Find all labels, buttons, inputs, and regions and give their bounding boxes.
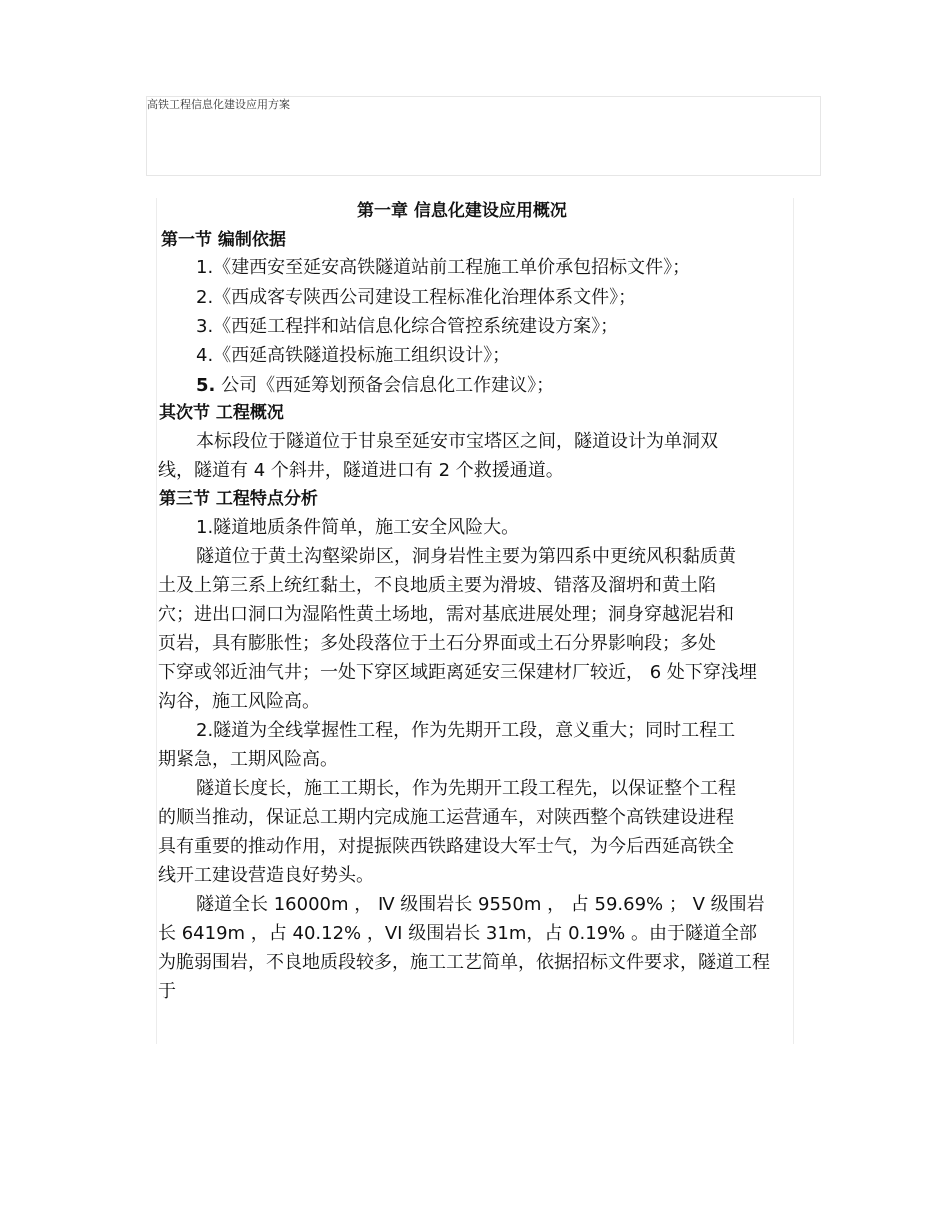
basis-item-4: 4.《西延高铁隧道投标施工组织设计》； [196, 345, 511, 366]
features-line-9: 期紧急，工期风险高。 [158, 749, 338, 770]
features-line-3: 土及上第三系上统红黏土，不良地质主要为滑坡、错落及溜坍和黄土陷 [158, 575, 716, 596]
features-line-6: 下穿或邻近油气井；一处下穿区域距离延安三保建材厂较近， 6 处下穿浅埋 [158, 662, 757, 683]
basis-item-5 [196, 374, 554, 398]
features-line-17: 于 [158, 981, 176, 1002]
basis-item-5-number: 5. [196, 375, 216, 396]
features-line-10: 隧道长度长，施工工期长，作为先期开工段工程先，以保证整个工程 [196, 778, 736, 799]
chapter-title: 第一章 信息化建设应用概况 [357, 201, 567, 221]
basis-item-2: 2.《西成客专陕西公司建设工程标准化治理体系文件》； [196, 287, 637, 308]
page-header-text: 高铁工程信息化建设应用方案 [147, 98, 290, 111]
section-title-basis: 第一节 编制依据 [161, 230, 286, 250]
features-line-5: 页岩，具有膨胀性；多处段落位于土石分界面或土石分界影响段；多处 [158, 633, 716, 654]
overview-line-2: 线，隧道有 4 个斜井，隧道进口有 2 个救援通道。 [158, 460, 564, 481]
features-line-12: 具有重要的推动作用，对提振陕西铁路建设大军士气，为今后西延高铁全 [158, 836, 734, 857]
features-line-4: 穴；进出口洞口为湿陷性黄土场地，需对基底进展处理；洞身穿越泥岩和 [158, 604, 734, 625]
section-title-features: 第三节 工程特点分析 [159, 489, 318, 509]
basis-item-5-text: 公司《西延筹划预备会信息化工作建议》； [221, 375, 555, 396]
features-line-7: 沟谷，施工风险高。 [158, 691, 320, 712]
features-line-2: 隧道位于黄土沟壑梁峁区，洞身岩性主要为第四系中更统风积黏质黄 [196, 546, 736, 567]
page-header-box [146, 96, 821, 176]
features-line-16: 为脆弱围岩，不良地质段较多，施工工艺简单，依据招标文件要求，隧道工程 [158, 952, 770, 973]
features-line-11: 的顺当推动，保证总工期内完成施工运营通车，对陕西整个高铁建设进程 [158, 807, 734, 828]
features-line-1: 1.隧道地质条件简单，施工安全风险大。 [196, 517, 520, 538]
features-line-8: 2.隧道为全线掌握性工程，作为先期开工段，意义重大；同时工程工 [196, 720, 736, 741]
basis-item-1: 1.《建西安至延安高铁隧道站前工程施工单价承包招标文件》； [196, 257, 691, 278]
features-line-13: 线开工建设营造良好势头。 [158, 865, 374, 886]
features-line-15: 长 6419m ，占 40.12% ，VI 级围岩长 31m，占 0.19% 。由于隧道全部 [158, 923, 757, 944]
overview-line-1: 本标段位于隧道位于甘泉至延安市宝塔区之间，隧道设计为单洞双 [196, 431, 718, 452]
basis-item-3: 3.《西延工程拌和站信息化综合管控系统建设方案》； [196, 316, 619, 337]
features-line-14: 隧道全长 16000m ， Ⅳ 级围岩长 9550m ， 占 59.69% ； V 级围岩 [196, 894, 765, 915]
section-title-overview: 其次节 工程概况 [159, 403, 284, 423]
